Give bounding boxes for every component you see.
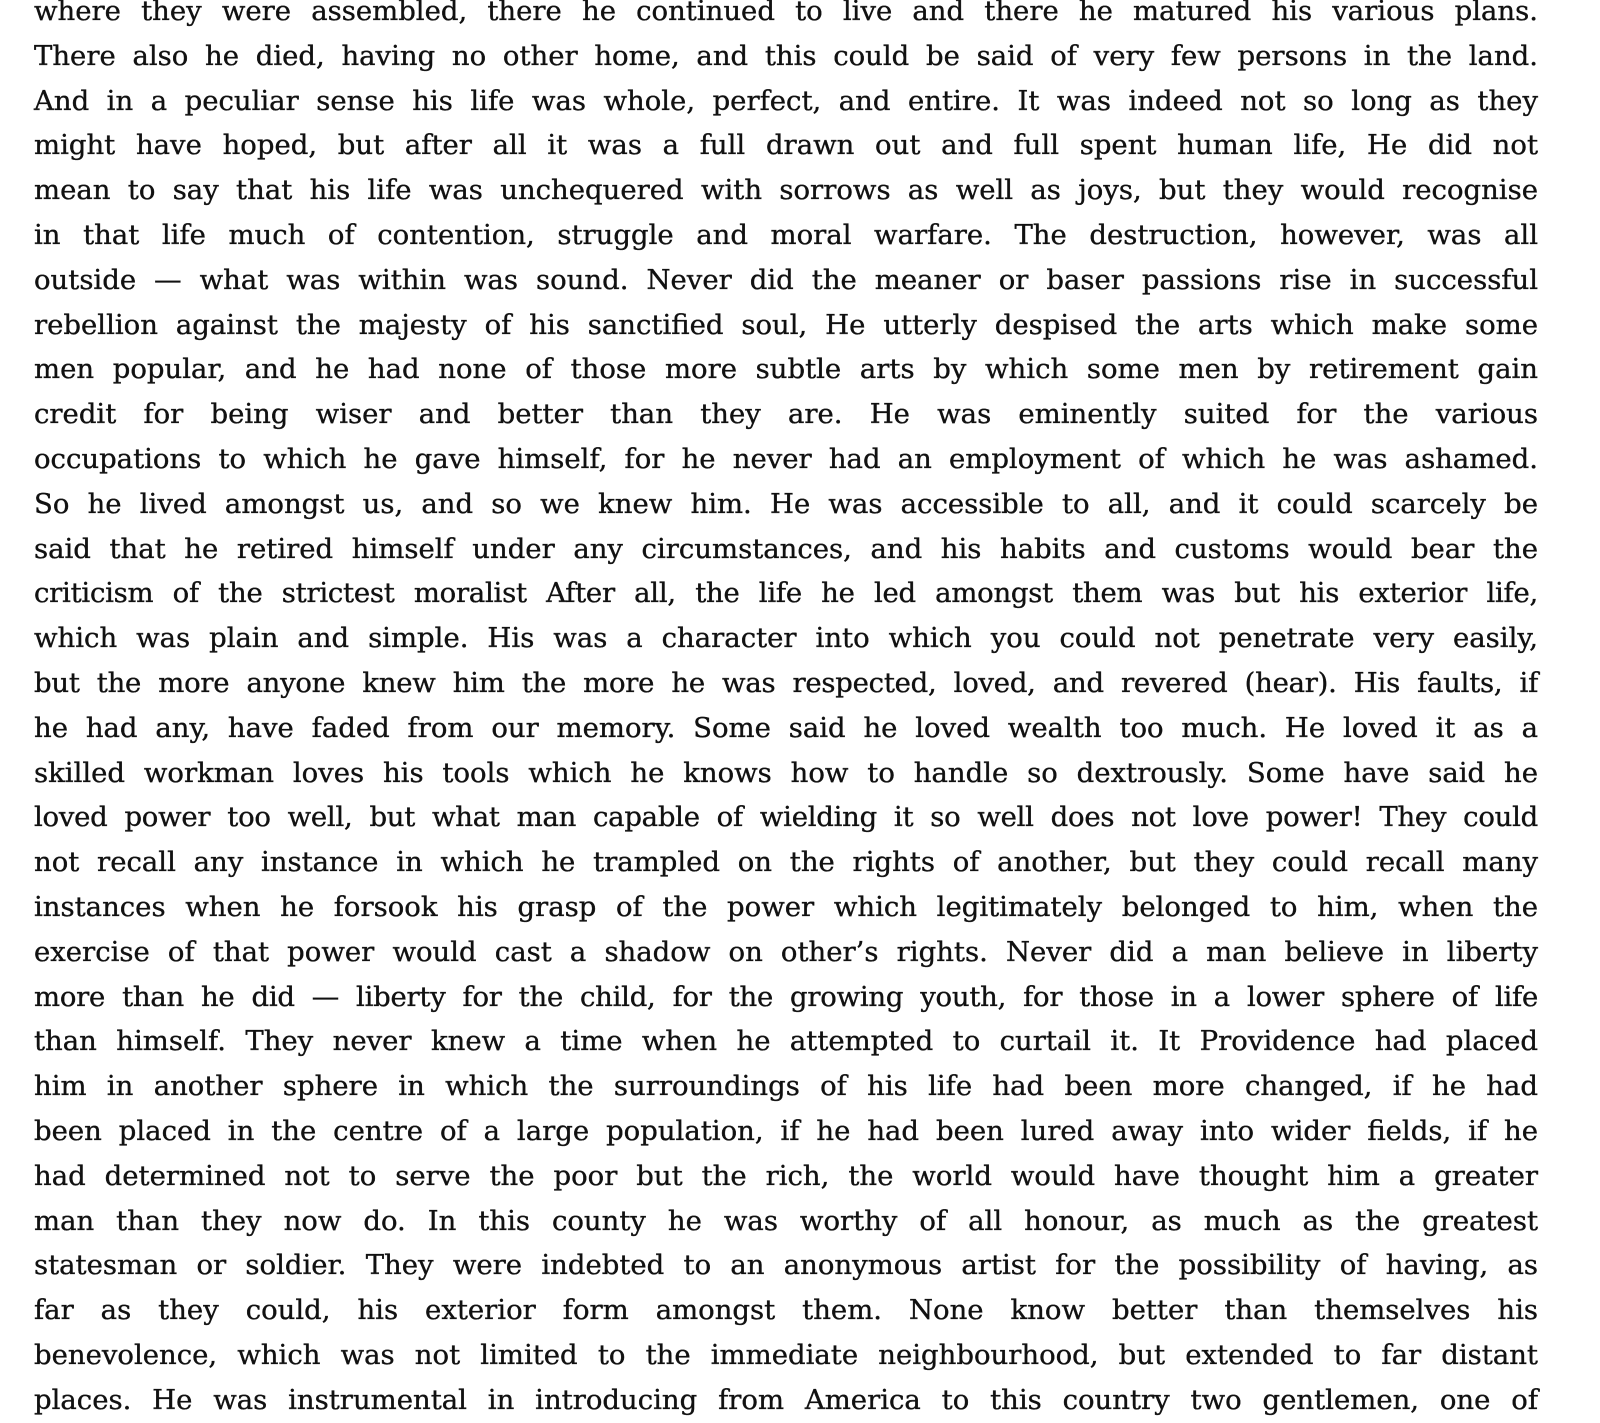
text-line: There also he died, having no other home, and this could be said of very few persons in the land.: [34, 39, 1538, 72]
text-line: criticism of the strictest moralist After all, the life he led amongst them was but his exterior life,: [34, 577, 1538, 610]
text-line: loved power too well, but what man capable of wielding it so well does not love power! They could: [34, 801, 1538, 834]
text-line: occupations to which he gave himself, for he never had an employment of which he was ashamed.: [34, 442, 1538, 475]
text-line: not recall any instance in which he trampled on the rights of another, but they could recall many: [34, 846, 1538, 879]
text-line: had determined not to serve the poor but the rich, the world would have thought him a greater: [34, 1159, 1538, 1192]
text-line: And in a peculiar sense his life was whole, perfect, and entire. It was indeed not so long as they: [34, 84, 1538, 117]
text-line: but the more anyone knew him the more he was respected, loved, and revered (hear). His faults, if: [34, 666, 1538, 699]
text-line: him in another sphere in which the surroundings of his life had been more changed, if he had: [34, 1070, 1538, 1103]
text-line: said that he retired himself under any circumstances, and his habits and customs would bear the: [34, 532, 1538, 565]
text-line: men popular, and he had none of those more subtle arts by which some men by retirement gain: [34, 353, 1538, 386]
text-line: exercise of that power would cast a shadow on other’s rights. Never did a man believe in liberty: [34, 935, 1538, 968]
text-line: he had any, have faded from our memory. Some said he loved wealth too much. He loved it as a: [34, 711, 1538, 744]
text-line: been placed in the centre of a large population, if he had been lured away into wider fields, if he: [34, 1114, 1538, 1147]
text-line: mean to say that his life was unchequered with sorrows as well as joys, but they would recognise: [34, 174, 1538, 207]
text-line: far as they could, his exterior form amongst them. None know better than themselves his: [34, 1294, 1538, 1327]
body-text: [34, 0, 1538, 1423]
text-line: outside — what was within was sound. Never did the meaner or baser passions rise in successful: [34, 263, 1538, 296]
text-line: benevolence, which was not limited to the immediate neighbourhood, but extended to far distant: [34, 1338, 1538, 1371]
text-line: instances when he forsook his grasp of the power which legitimately belonged to him, when the: [34, 890, 1538, 923]
text-line: than himself. They never knew a time when he attempted to curtail it. It Providence had placed: [34, 1025, 1538, 1058]
text-line: in that life much of contention, struggle and moral warfare. The destruction, however, was all: [34, 218, 1538, 251]
text-line: which was plain and simple. His was a character into which you could not penetrate very easily,: [34, 622, 1538, 655]
text-line: skilled workman loves his tools which he knows how to handle so dextrously. Some have said he: [34, 756, 1538, 789]
text-line: man than they now do. In this county he was worthy of all honour, as much as the greatest: [34, 1204, 1538, 1237]
text-line: So he lived amongst us, and so we knew him. He was accessible to all, and it could scarcely be: [34, 487, 1538, 520]
text-line: statesman or soldier. They were indebted to an anonymous artist for the possibility of having, as: [34, 1249, 1538, 1282]
text-line: where they were assembled, there he continued to live and there he matured his various plans.: [34, 0, 1538, 27]
text-line: might have hoped, but after all it was a full drawn out and full spent human life, He did not: [34, 129, 1538, 162]
text-line: places. He was instrumental in introducing from America to this country two gentlemen, one of: [34, 1383, 1538, 1416]
text-line: rebellion against the majesty of his sanctified soul, He utterly despised the arts which make some: [34, 308, 1538, 341]
text-line: more than he did — liberty for the child, for the growing youth, for those in a lower sphere of life: [34, 980, 1538, 1013]
text-line: credit for being wiser and better than they are. He was eminently suited for the various: [34, 398, 1538, 431]
